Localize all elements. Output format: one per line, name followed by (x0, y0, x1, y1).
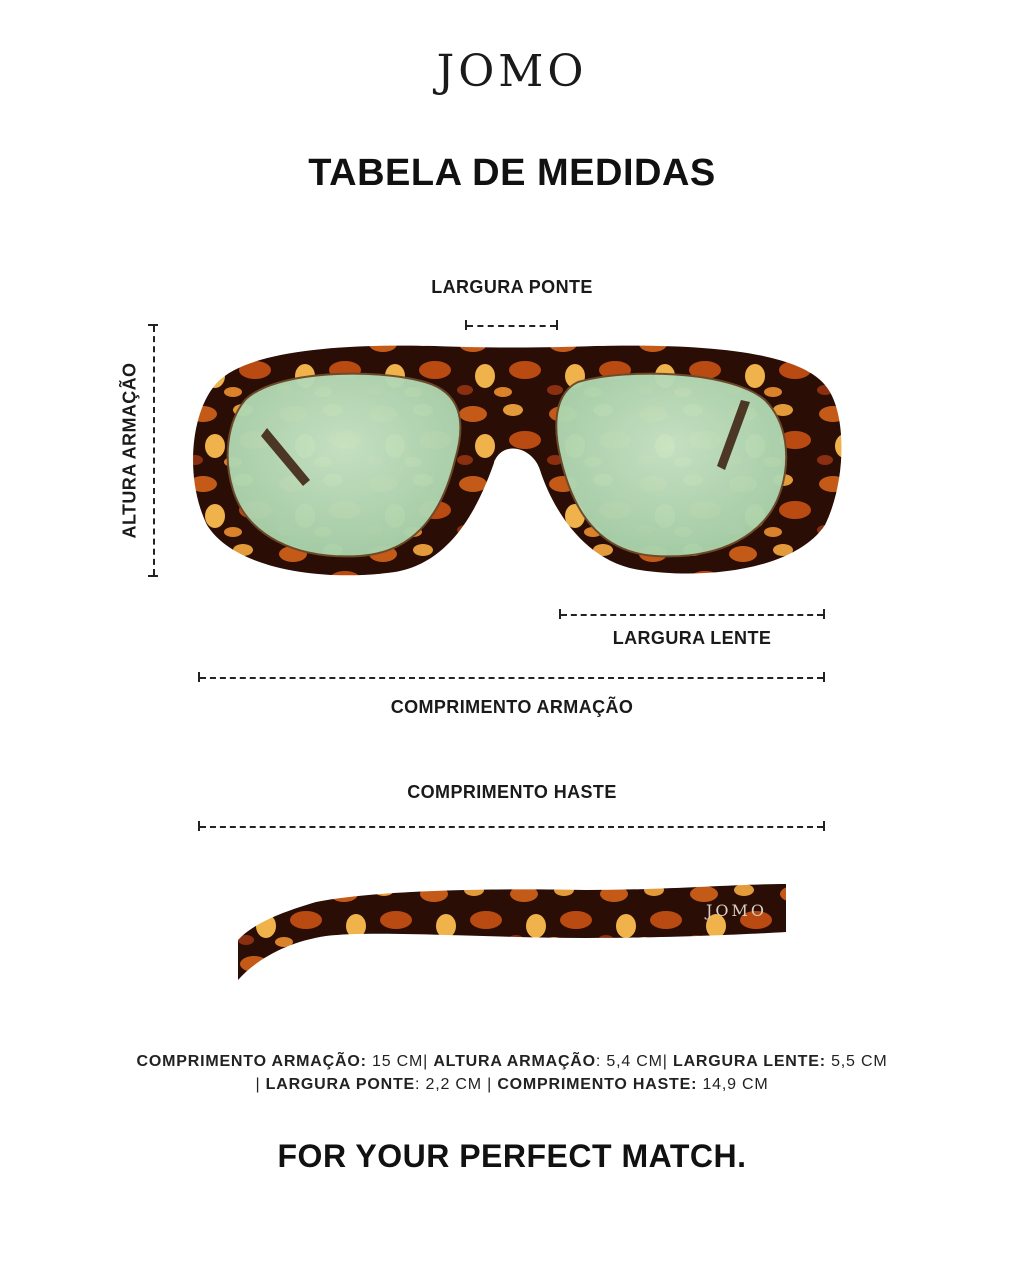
temple-spec-key: COMPRIMENTO HASTE: (497, 1076, 698, 1093)
page-title: TABELA DE MEDIDAS (308, 152, 716, 194)
frame-height-spec-value: : 5,4 CM| (595, 1053, 668, 1070)
bridge-spec-prefix: | (255, 1076, 266, 1093)
sunglasses-front-image (185, 330, 850, 585)
measurements-summary (0, 1050, 1024, 1096)
brand-logo: JOMO (436, 46, 588, 97)
bridge-width-dimension-line (467, 325, 556, 327)
bridge-width-label: LARGURA PONTE (431, 277, 593, 297)
frame-length-dimension-line (200, 677, 823, 679)
tagline: FOR YOUR PERFECT MATCH. (277, 1138, 747, 1174)
frame-height-dimension-line (153, 326, 155, 575)
frame-length-spec-value: 15 CM| (366, 1053, 429, 1070)
bridge-spec-key: LARGURA PONTE (265, 1076, 416, 1093)
frame-length-label: COMPRIMENTO ARMAÇÃO (390, 697, 634, 717)
frame-length-spec-key: COMPRIMENTO ARMAÇÃO: (136, 1053, 367, 1070)
temple-length-label: COMPRIMENTO HASTE (407, 782, 617, 802)
temple-arm-image (236, 880, 788, 985)
frame-height-spec-key: ALTURA ARMAÇÃO (433, 1053, 596, 1070)
temple-spec-value: 14,9 CM (697, 1076, 769, 1093)
temple-logo: JOMO (706, 901, 768, 920)
lens-width-dimension-line (561, 614, 823, 616)
measurements-line-2 (0, 1073, 1024, 1096)
frame-height-label: ALTURA ARMAÇÃO (119, 362, 140, 539)
lens-width-label: LARGURA LENTE (612, 628, 772, 648)
temple-length-dimension-line (200, 826, 823, 828)
lens-width-spec-key: LARGURA LENTE: (673, 1053, 826, 1070)
measurements-line-1 (0, 1050, 1024, 1073)
bridge-spec-value: : 2,2 CM | (415, 1076, 498, 1093)
lens-width-spec-value: 5,5 CM (825, 1053, 888, 1070)
